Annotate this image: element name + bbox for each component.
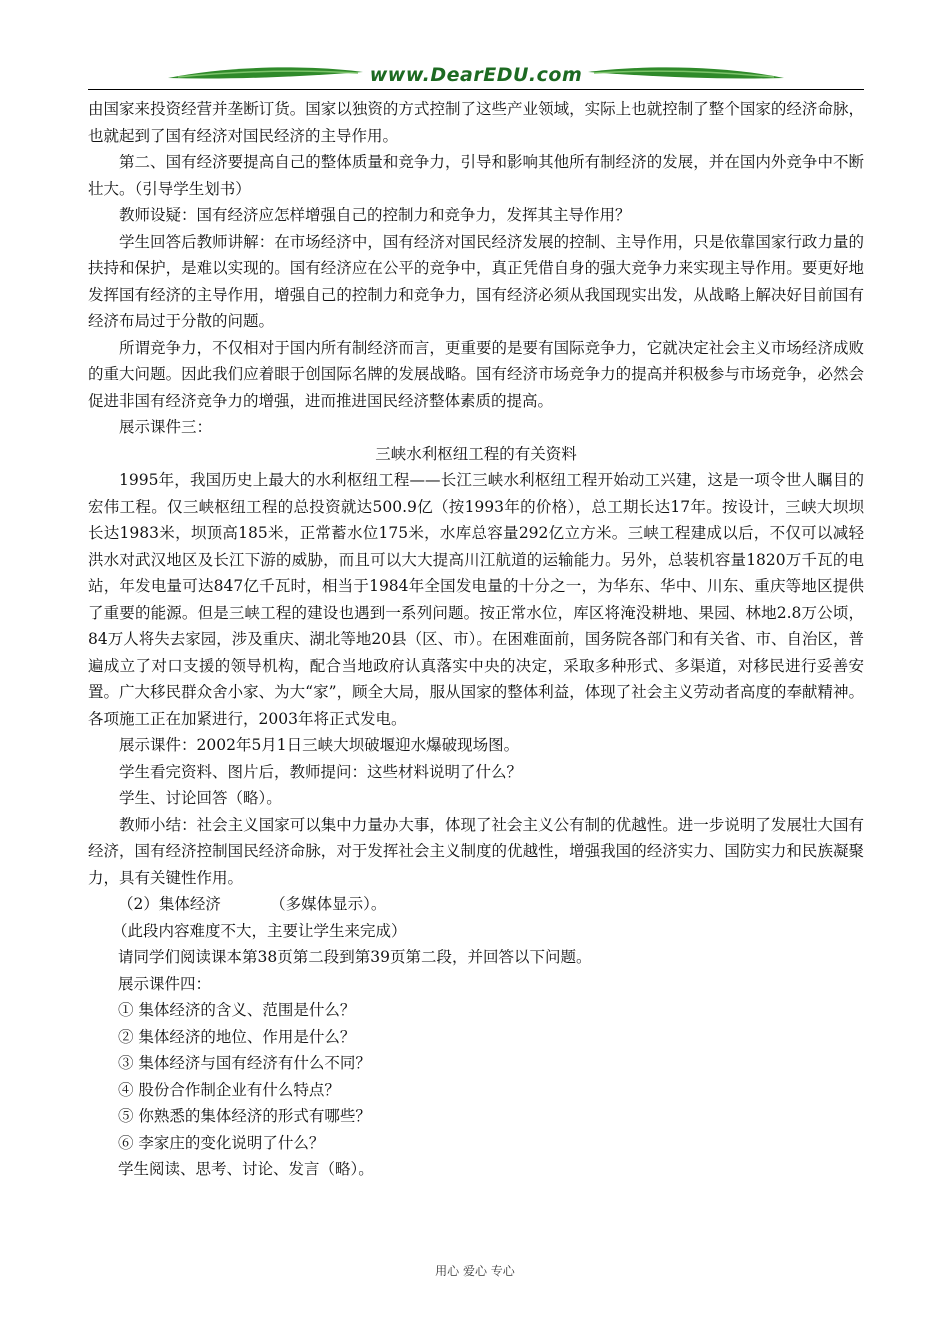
question-item: ④ 股份合作制企业有什么特点？ [118, 1080, 340, 1099]
paragraph: 学生回答后教师讲解：在市场经济中，国有经济对国民经济发展的控制、主导作用，只是依靠国家行政力量的扶持和保护，是难以实现的。国有经济应在公平的竞争中，真正凭借自身的强大竞争力来实现主导作用。要更好地发挥国有经济的主导作用，增强自己的控制力和竞争力，国有经济必须从我国现实出发，从战略上解决好目前国有经济布局过于分散的问题。 [88, 232, 864, 330]
question-item: ② 集体经济的地位、作用是什么？ [118, 1027, 356, 1046]
paragraph: 学生阅读、思考、讨论、发言（略）。 [118, 1160, 374, 1178]
site-header-banner [88, 56, 864, 96]
paragraph: 由国家来投资经营并垄断订货。国家以独资的方式控制了这些产业领域，实际上也就控制了整个国家的经济命脉，也就起到了国有经济对国民经济的主导作用。 [88, 100, 864, 145]
paragraph: 所谓竞争力，不仅相对于国内所有制经济而言，更重要的是要有国际竞争力，它就决定社会主义市场经济成败的重大问题。因此我们应着眼于创国际名牌的发展战略。国有经济市场竞争力的提高并积极参与市场竞争，必然会促进非国有经济竞争力的增强，进而推进国民经济整体素质的提高。 [88, 338, 864, 410]
paragraph: 1995年，我国历史上最大的水利枢纽工程——长江三峡水利枢纽工程开始动工兴建，这是一项令世人瞩目的宏伟工程。仅三峡枢纽工程的总投资就达500.9亿（按1993年的价格），总工期长达17年。按设计，三峡大坝坝长达1983米，坝顶高185米，正常蓄水位175米，水库总容量292亿立方米。三峡工程建成以后，不仅可以减轻洪水对武汉地区及长江下游的威胁，而且可以大大提高川江航道的运输能力。另外，总装机容量1820万千瓦的电站，年发电量可达847亿千瓦时，相当于1984年全国发电量的十分之一，为华东、华中、川东、重庆等地区提供了重要的能源。但是三峡工程的建设也遇到一系列问题。按正常水位，库区将淹没耕地、果园、林地2.8万公顷，84万人将失去家园，涉及重庆、湖北等地20县（区、市）。在困难面前，国务院各部门和有关省、市、自治区，普遍成立了对口支援的领导机构，配合当地政府认真落实中央的决定，采取多种形式、多渠道，对移民进行妥善安置。广大移民群众舍小家、为大“家”，顾全大局，服从国家的整体利益，体现了社会主义劳动者高度的奉献精神。各项施工正在加紧进行，2003年将正式发电。 [88, 471, 864, 728]
paragraph: 学生、讨论回答（略）。 [119, 789, 282, 807]
paragraph: 教师小结：社会主义国家可以集中力量办大事，体现了社会主义公有制的优越性。进一步说明了发展壮大国有经济，国有经济控制国民经济命脉，对于发挥社会主义制度的优越性，增强我国的经济实力、国防实力和民族凝聚力，具有关键性作用。 [88, 815, 864, 887]
header-divider [88, 89, 864, 90]
question-item: ③ 集体经济与国有经济有什么不同？ [118, 1054, 371, 1072]
document-body [88, 96, 864, 1183]
paragraph: 展示课件四： [118, 974, 212, 993]
paragraph: 展示课件三： [119, 418, 213, 436]
paragraph: 教师设疑：国有经济应怎样增强自己的控制力和竞争力，发挥其主导作用？ [119, 206, 631, 224]
paragraph: 学生看完资料、图片后，教师提问：这些材料说明了什么？ [119, 762, 523, 781]
paragraph: 展示课件：2002年5月1日三峡大坝破堰迎水爆破现场图。 [119, 736, 520, 754]
section-heading: 三峡水利枢纽工程的有关资料 [375, 444, 577, 463]
question-item: ⑥ 李家庄的变化说明了什么？ [118, 1133, 325, 1152]
paragraph: （2）集体经济 （多媒体显示）。 [118, 895, 387, 913]
question-item: ⑤ 你熟悉的集体经济的形式有哪些？ [118, 1107, 371, 1125]
paragraph: 请同学们阅读课本第38页第二段到第39页第二段，并回答以下问题。 [118, 948, 592, 966]
page-footer: 用心 爱心 专心 [435, 1264, 515, 1278]
question-item: ① 集体经济的含义、范围是什么？ [118, 1001, 356, 1019]
paragraph: 第二、国有经济要提高自己的整体质量和竞争力，引导和影响其他所有制经济的发展，并在国内外竞争中不断壮大。（引导学生划书） [88, 153, 864, 198]
paragraph: （此段内容难度不大，主要让学生来完成） [112, 921, 407, 940]
site-brand-text: www.DearEDU.com [369, 64, 583, 86]
